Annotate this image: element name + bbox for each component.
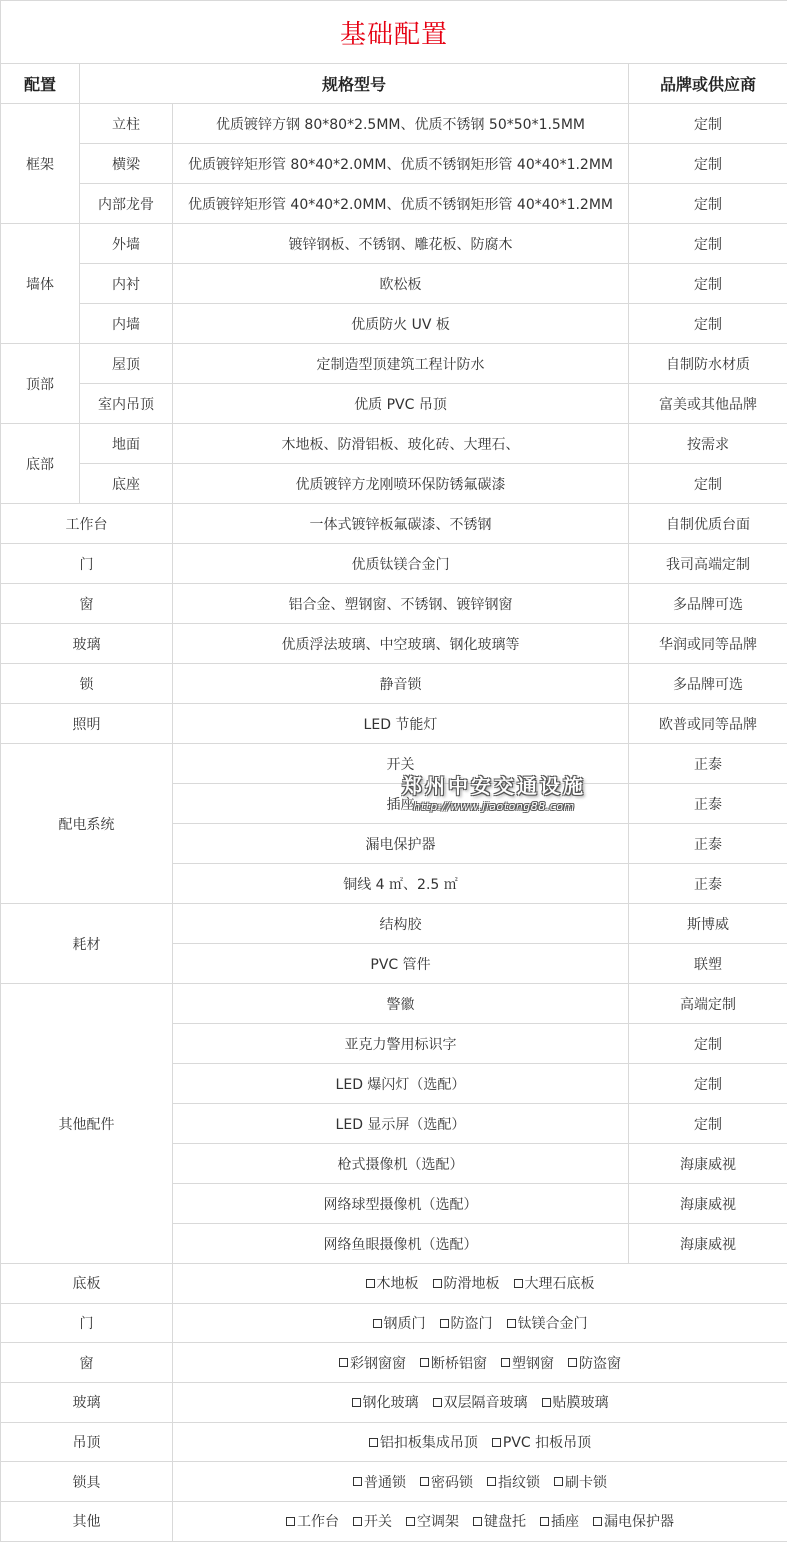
option-row xyxy=(1,1264,787,1304)
table-row xyxy=(1,304,787,344)
option-label: 锁具 xyxy=(1,1462,173,1502)
brand-cell: 高端定制 xyxy=(629,984,787,1024)
option-cell xyxy=(173,1422,787,1462)
table-row xyxy=(1,904,787,944)
brand-cell: 多品牌可选 xyxy=(629,584,787,624)
sub-label: 底座 xyxy=(80,464,173,504)
sub-label: 内部龙骨 xyxy=(80,184,173,224)
spec-cell: 优质 PVC 吊顶 xyxy=(173,384,629,424)
spec-cell: 结构胶 xyxy=(173,904,629,944)
spec-cell: 优质镀锌方钢 80*80*2.5MM、优质不锈钢 50*50*1.5MM xyxy=(173,104,629,144)
brand-cell: 联塑 xyxy=(629,944,787,984)
option-text: 铝扣板集成吊顶 xyxy=(379,1435,478,1452)
checkbox-icon[interactable] xyxy=(420,1477,429,1486)
group-label: 框架 xyxy=(1,104,80,224)
option-row xyxy=(1,1383,787,1423)
option-label: 门 xyxy=(1,1303,173,1343)
option-text: 刷卡锁 xyxy=(565,1474,607,1491)
checkbox-icon[interactable] xyxy=(352,1398,361,1407)
section-label: 耗材 xyxy=(1,904,173,984)
option-item[interactable] xyxy=(492,1432,591,1452)
option-item[interactable] xyxy=(373,1313,426,1333)
group-label: 墙体 xyxy=(1,224,80,344)
checkbox-icon[interactable] xyxy=(593,1517,602,1526)
option-item[interactable] xyxy=(433,1273,500,1293)
table-row xyxy=(1,624,787,664)
watermark-url: http://www.jiaotong88.com xyxy=(413,800,575,813)
option-group xyxy=(286,1511,674,1531)
option-text: 塑钢窗 xyxy=(512,1355,554,1372)
brand-cell: 我司高端定制 xyxy=(629,544,787,584)
spec-cell: 网络球型摄像机（选配） xyxy=(173,1184,629,1224)
option-row xyxy=(1,1422,787,1462)
header-config: 配置 xyxy=(1,64,80,104)
option-group xyxy=(373,1313,588,1333)
option-text: 钛镁合金门 xyxy=(517,1316,588,1333)
option-item[interactable] xyxy=(352,1392,419,1412)
sub-label: 内衬 xyxy=(80,264,173,304)
option-text: 防盗门 xyxy=(450,1316,493,1333)
brand-cell: 定制 xyxy=(629,304,787,344)
spec-cell: 优质钛镁合金门 xyxy=(173,544,629,584)
brand-cell: 海康威视 xyxy=(629,1224,787,1264)
item-label: 玻璃 xyxy=(1,624,173,664)
table-row xyxy=(1,584,787,624)
table-row xyxy=(1,464,787,504)
brand-cell: 正泰 xyxy=(629,864,787,904)
option-item[interactable] xyxy=(473,1511,526,1531)
option-item[interactable] xyxy=(487,1472,540,1492)
checkbox-icon[interactable] xyxy=(353,1517,362,1526)
checkbox-icon[interactable] xyxy=(433,1398,442,1407)
table-row xyxy=(1,184,787,224)
option-text: 插座 xyxy=(551,1514,579,1531)
header-brand: 品牌或供应商 xyxy=(629,64,787,104)
option-text: 防盗窗 xyxy=(579,1355,621,1372)
section-label: 配电系统 xyxy=(1,744,173,904)
option-cell xyxy=(173,1343,787,1383)
brand-cell: 海康威视 xyxy=(629,1144,787,1184)
checkbox-icon[interactable] xyxy=(369,1438,378,1447)
option-text: 钢化玻璃 xyxy=(362,1395,419,1412)
table-row xyxy=(1,104,787,144)
option-item[interactable] xyxy=(507,1313,588,1333)
option-item[interactable] xyxy=(440,1313,493,1333)
spec-cell: 一体式镀锌板氟碳漆、不锈钢 xyxy=(173,504,629,544)
table-row xyxy=(1,424,787,464)
checkbox-icon[interactable] xyxy=(514,1279,523,1288)
option-text: 开关 xyxy=(364,1514,392,1531)
option-text: 漏电保护器 xyxy=(604,1514,674,1531)
spec-cell: 警徽 xyxy=(173,984,629,1024)
option-text: 断桥铝窗 xyxy=(431,1355,487,1372)
brand-cell: 定制 xyxy=(629,224,787,264)
spec-cell: 优质镀锌矩形管 80*40*2.0MM、优质不锈钢矩形管 40*40*1.2MM xyxy=(173,144,629,184)
spec-cell: PVC 管件 xyxy=(173,944,629,984)
checkbox-icon[interactable] xyxy=(554,1477,563,1486)
brand-cell: 定制 xyxy=(629,144,787,184)
option-item[interactable] xyxy=(369,1432,478,1452)
brand-cell: 海康威视 xyxy=(629,1184,787,1224)
spec-cell: 优质浮法玻璃、中空玻璃、钢化玻璃等 xyxy=(173,624,629,664)
option-text: 普通锁 xyxy=(364,1474,406,1491)
option-row xyxy=(1,1462,787,1502)
option-group xyxy=(353,1472,607,1492)
table-row xyxy=(1,984,787,1024)
option-text: 双层隔音玻璃 xyxy=(443,1395,528,1412)
option-text: 钢质门 xyxy=(383,1316,426,1333)
spec-cell: 枪式摄像机（选配） xyxy=(173,1144,629,1184)
brand-cell: 正泰 xyxy=(629,744,787,784)
spec-cell: LED 显示屏（选配） xyxy=(173,1104,629,1144)
sub-label: 地面 xyxy=(80,424,173,464)
option-group xyxy=(366,1273,595,1293)
table-row xyxy=(1,664,787,704)
spec-cell: 优质镀锌矩形管 40*40*2.0MM、优质不锈钢矩形管 40*40*1.2MM xyxy=(173,184,629,224)
option-item[interactable] xyxy=(593,1511,674,1531)
item-label: 工作台 xyxy=(1,504,173,544)
checkbox-icon[interactable] xyxy=(501,1358,510,1367)
checkbox-icon[interactable] xyxy=(373,1319,382,1328)
option-row xyxy=(1,1303,787,1343)
option-text: 指纹锁 xyxy=(498,1474,540,1491)
brand-cell: 自制优质台面 xyxy=(629,504,787,544)
option-label: 窗 xyxy=(1,1343,173,1383)
table-row xyxy=(1,704,787,744)
brand-cell: 华润或同等品牌 xyxy=(629,624,787,664)
group-label: 顶部 xyxy=(1,344,80,424)
brand-cell: 定制 xyxy=(629,104,787,144)
spec-cell: 网络鱼眼摄像机（选配） xyxy=(173,1224,629,1264)
option-item[interactable] xyxy=(420,1353,487,1373)
option-item[interactable] xyxy=(353,1472,406,1492)
checkbox-icon[interactable] xyxy=(406,1517,415,1526)
option-item[interactable] xyxy=(542,1392,609,1412)
item-label: 门 xyxy=(1,544,173,584)
option-item[interactable] xyxy=(366,1273,419,1293)
item-label: 照明 xyxy=(1,704,173,744)
brand-cell: 富美或其他品牌 xyxy=(629,384,787,424)
brand-cell: 正泰 xyxy=(629,784,787,824)
brand-cell: 定制 xyxy=(629,1104,787,1144)
option-text: 木地板 xyxy=(376,1276,419,1293)
spec-cell: LED 爆闪灯（选配） xyxy=(173,1064,629,1104)
table-row xyxy=(1,544,787,584)
spec-cell: 开关 xyxy=(173,744,629,784)
spec-cell: 铜线 4 ㎡、2.5 ㎡ xyxy=(173,864,629,904)
table-row xyxy=(1,744,787,784)
table-row xyxy=(1,344,787,384)
brand-cell: 定制 xyxy=(629,264,787,304)
sub-label: 内墙 xyxy=(80,304,173,344)
option-item[interactable] xyxy=(514,1273,595,1293)
checkbox-icon[interactable] xyxy=(473,1517,482,1526)
spec-cell: 优质防火 UV 板 xyxy=(173,304,629,344)
option-group xyxy=(339,1353,621,1373)
option-item[interactable] xyxy=(554,1472,607,1492)
brand-cell: 斯博威 xyxy=(629,904,787,944)
option-label: 玻璃 xyxy=(1,1383,173,1423)
option-label: 底板 xyxy=(1,1264,173,1304)
spec-cell: 静音锁 xyxy=(173,664,629,704)
option-text: 密码锁 xyxy=(431,1474,473,1491)
option-item[interactable] xyxy=(540,1511,579,1531)
option-item[interactable] xyxy=(420,1472,473,1492)
checkbox-icon[interactable] xyxy=(433,1279,442,1288)
option-item[interactable] xyxy=(353,1511,392,1531)
item-label: 窗 xyxy=(1,584,173,624)
spec-cell: 插座 xyxy=(173,784,629,824)
section-label: 其他配件 xyxy=(1,984,173,1264)
option-cell xyxy=(173,1502,787,1542)
option-text: 彩钢窗窗 xyxy=(350,1355,406,1372)
checkbox-icon[interactable] xyxy=(542,1398,551,1407)
brand-cell: 正泰 xyxy=(629,824,787,864)
checkbox-icon[interactable] xyxy=(487,1477,496,1486)
option-item[interactable] xyxy=(286,1511,339,1531)
checkbox-icon[interactable] xyxy=(568,1358,577,1367)
group-label: 底部 xyxy=(1,424,80,504)
spec-cell: 漏电保护器 xyxy=(173,824,629,864)
sub-label: 横梁 xyxy=(80,144,173,184)
option-item[interactable] xyxy=(568,1353,621,1373)
option-cell xyxy=(173,1383,787,1423)
sub-label: 立柱 xyxy=(80,104,173,144)
spec-cell: 优质镀锌方龙刚喷环保防锈氟碳漆 xyxy=(173,464,629,504)
option-text: 工作台 xyxy=(297,1514,339,1531)
option-label: 吊顶 xyxy=(1,1422,173,1462)
option-group xyxy=(352,1392,609,1412)
spec-cell: 镀锌钢板、不锈钢、雕花板、防腐木 xyxy=(173,224,629,264)
checkbox-icon[interactable] xyxy=(492,1438,501,1447)
sub-label: 室内吊顶 xyxy=(80,384,173,424)
spec-cell: 欧松板 xyxy=(173,264,629,304)
table-row xyxy=(1,384,787,424)
header-row xyxy=(1,64,787,104)
option-cell xyxy=(173,1303,787,1343)
checkbox-icon[interactable] xyxy=(286,1517,295,1526)
option-text: 键盘托 xyxy=(484,1514,526,1531)
option-text: 贴膜玻璃 xyxy=(552,1395,609,1412)
option-text: PVC 扣板吊顶 xyxy=(502,1435,592,1452)
brand-cell: 定制 xyxy=(629,184,787,224)
option-row xyxy=(1,1343,787,1383)
checkbox-icon[interactable] xyxy=(507,1319,516,1328)
item-label: 锁 xyxy=(1,664,173,704)
option-group xyxy=(369,1432,591,1452)
spec-cell: 定制造型顶建筑工程计防水 xyxy=(173,344,629,384)
checkbox-icon[interactable] xyxy=(366,1279,375,1288)
option-text: 空调架 xyxy=(417,1514,459,1531)
option-item[interactable] xyxy=(433,1392,528,1412)
table-row xyxy=(1,504,787,544)
option-item[interactable] xyxy=(501,1353,554,1373)
checkbox-icon[interactable] xyxy=(540,1517,549,1526)
spec-cell: 亚克力警用标识字 xyxy=(173,1024,629,1064)
option-item[interactable] xyxy=(339,1353,406,1373)
brand-cell: 按需求 xyxy=(629,424,787,464)
table-title: 基础配置 xyxy=(1,1,787,64)
header-spec: 规格型号 xyxy=(80,64,629,104)
brand-cell: 自制防水材质 xyxy=(629,344,787,384)
watermark-text: 郑州中安交通设施 xyxy=(402,774,586,798)
brand-cell: 多品牌可选 xyxy=(629,664,787,704)
option-item[interactable] xyxy=(406,1511,459,1531)
table-row xyxy=(1,224,787,264)
table-row xyxy=(1,264,787,304)
sub-label: 屋顶 xyxy=(80,344,173,384)
option-cell xyxy=(173,1462,787,1502)
option-text: 大理石底板 xyxy=(524,1276,595,1293)
option-text: 防滑地板 xyxy=(443,1276,500,1293)
spec-cell: LED 节能灯 xyxy=(173,704,629,744)
checkbox-icon[interactable] xyxy=(353,1477,362,1486)
brand-cell: 欧普或同等品牌 xyxy=(629,704,787,744)
option-label: 其他 xyxy=(1,1502,173,1542)
table-row xyxy=(1,144,787,184)
checkbox-icon[interactable] xyxy=(440,1319,449,1328)
spec-cell: 铝合金、塑钢窗、不锈钢、镀锌钢窗 xyxy=(173,584,629,624)
title-row xyxy=(1,1,787,64)
option-cell xyxy=(173,1264,787,1304)
checkbox-icon[interactable] xyxy=(420,1358,429,1367)
brand-cell: 定制 xyxy=(629,1024,787,1064)
option-row xyxy=(1,1502,787,1542)
checkbox-icon[interactable] xyxy=(339,1358,348,1367)
brand-cell: 定制 xyxy=(629,1064,787,1104)
sub-label: 外墙 xyxy=(80,224,173,264)
brand-cell: 定制 xyxy=(629,464,787,504)
spec-cell: 木地板、防滑铝板、玻化砖、大理石、 xyxy=(173,424,629,464)
